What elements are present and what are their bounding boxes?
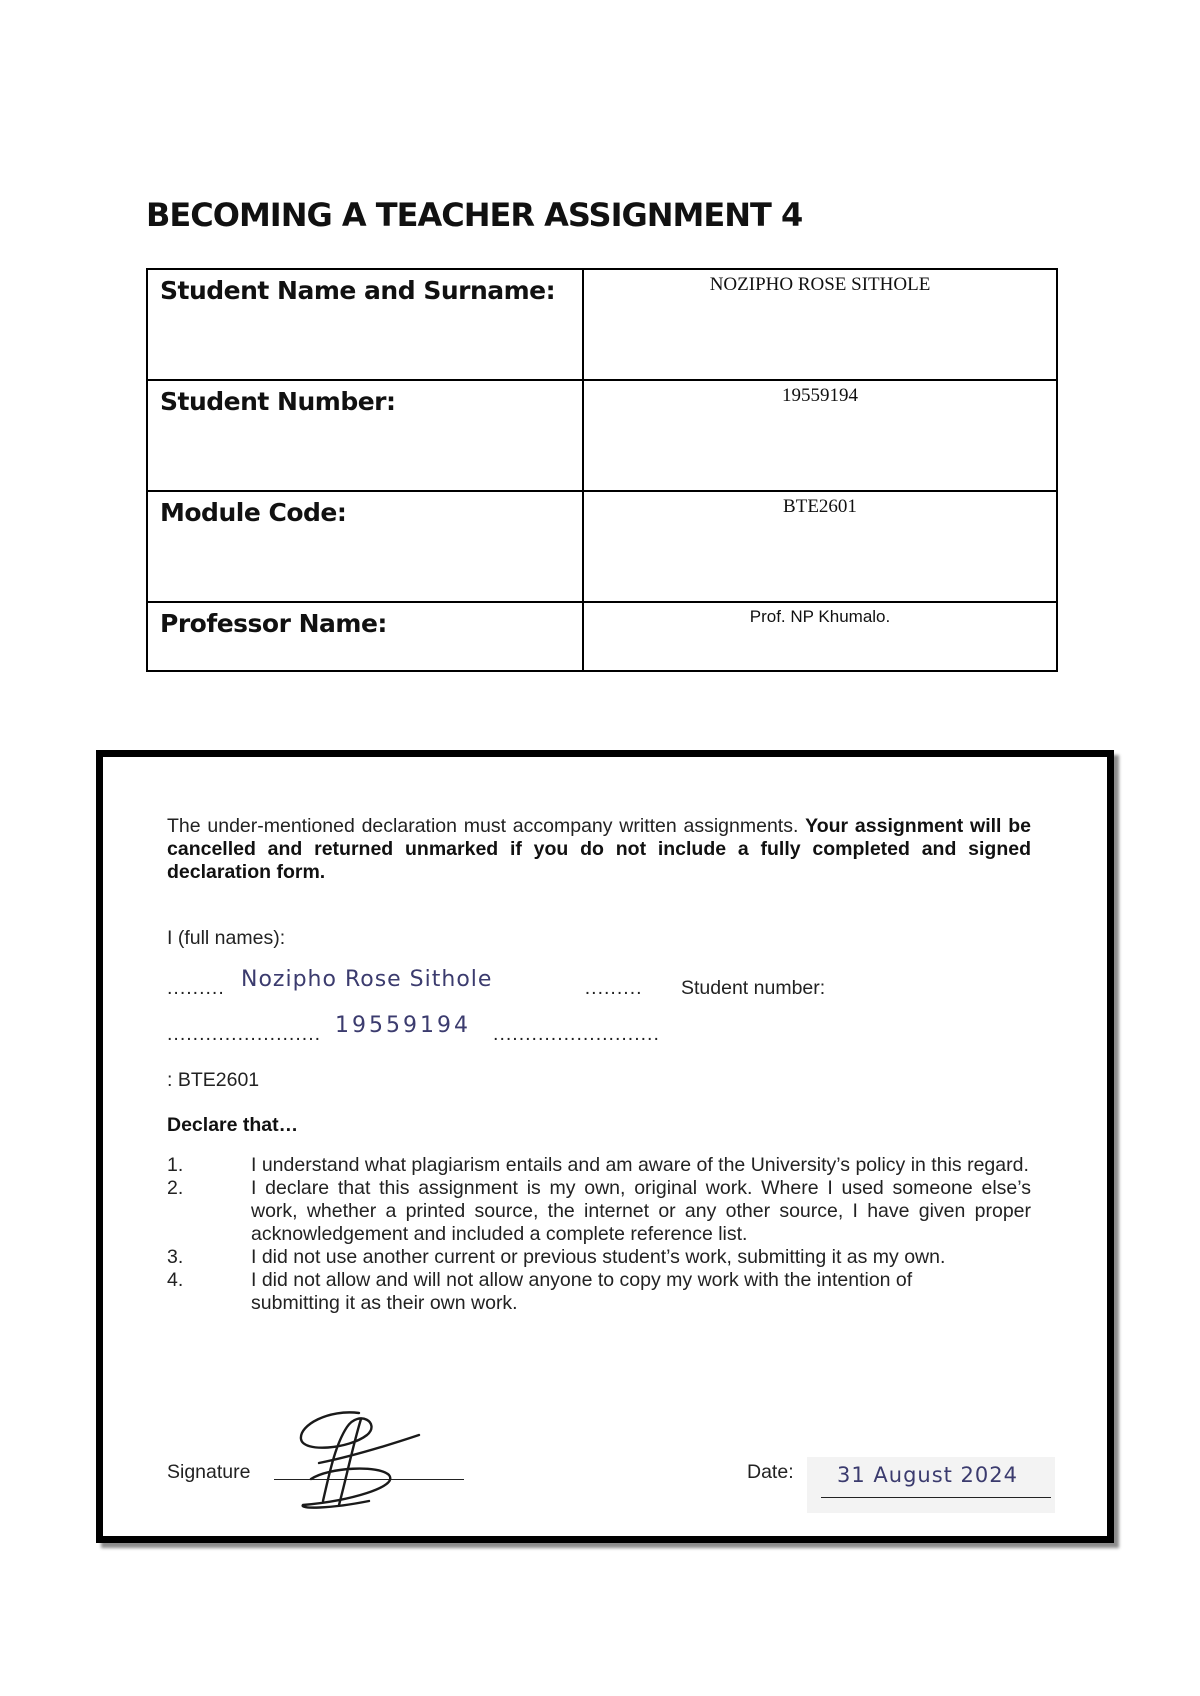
full-names-label: I (full names):: [167, 927, 286, 949]
declaration-form: [96, 750, 1114, 1543]
name-value: NOZIPHO ROSE SITHOLE: [583, 269, 1057, 380]
handwritten-name: Nozipho Rose Sithole: [241, 967, 493, 992]
date-label: Date:: [747, 1461, 794, 1483]
list-item: 3. I did not use another current or previous student’s work, submitting it as my own.: [167, 1246, 946, 1268]
table-row: [147, 602, 1057, 671]
declare-that-heading: Declare that…: [167, 1114, 299, 1136]
module-line: : BTE2601: [167, 1069, 260, 1091]
student-number-value: 19559194: [583, 380, 1057, 491]
document-title: BECOMING A TEACHER ASSIGNMENT 4: [146, 196, 803, 234]
student-number-label: Student number:: [681, 977, 826, 999]
list-item: 4. I did not allow and will not allow anyone to copy my work with the intention of submitting it as their own work.: [167, 1269, 913, 1314]
list-item: 2. I declare that this assignment is my own, original work. Where I used someone else’s work, whether a printed source, the internet or any other source, I have given proper acknowledgement and included a complete reference list.: [167, 1177, 1031, 1245]
list-item: 1. I understand what plagiarism entails and am aware of the University’s policy in this regard.: [167, 1154, 1029, 1176]
name-label: Student Name and Surname:: [147, 269, 583, 380]
declaration-list: [167, 1154, 1031, 1315]
student-number-line: ........................ ..........................: [167, 1023, 660, 1045]
handwritten-date: 31 August 2024: [837, 1463, 1019, 1487]
signature-label: Signature: [167, 1461, 251, 1483]
module-code-value: BTE2601: [583, 491, 1057, 602]
intro-warning-text: Your assignment will be cancelled and returned unmarked if you do not include a fully completed and signed declaration form.: [167, 815, 1032, 883]
intro-plain-text: The under-mentioned declaration must accompany written assignments.: [167, 815, 799, 837]
date-line: [821, 1497, 1051, 1498]
name-line: ......... .........: [167, 977, 643, 999]
declaration-intro: [167, 815, 1031, 884]
professor-name-value: Prof. NP Khumalo.: [583, 602, 1057, 671]
table-row: [147, 269, 1057, 380]
student-info-table: [146, 268, 1058, 672]
signature-scribble-icon: [289, 1405, 429, 1515]
module-code-label: Module Code:: [147, 491, 583, 602]
table-row: [147, 380, 1057, 491]
table-row: [147, 491, 1057, 602]
student-number-label: Student Number:: [147, 380, 583, 491]
professor-name-label: Professor Name:: [147, 602, 583, 671]
handwritten-student-number: 19559194: [335, 1013, 471, 1038]
